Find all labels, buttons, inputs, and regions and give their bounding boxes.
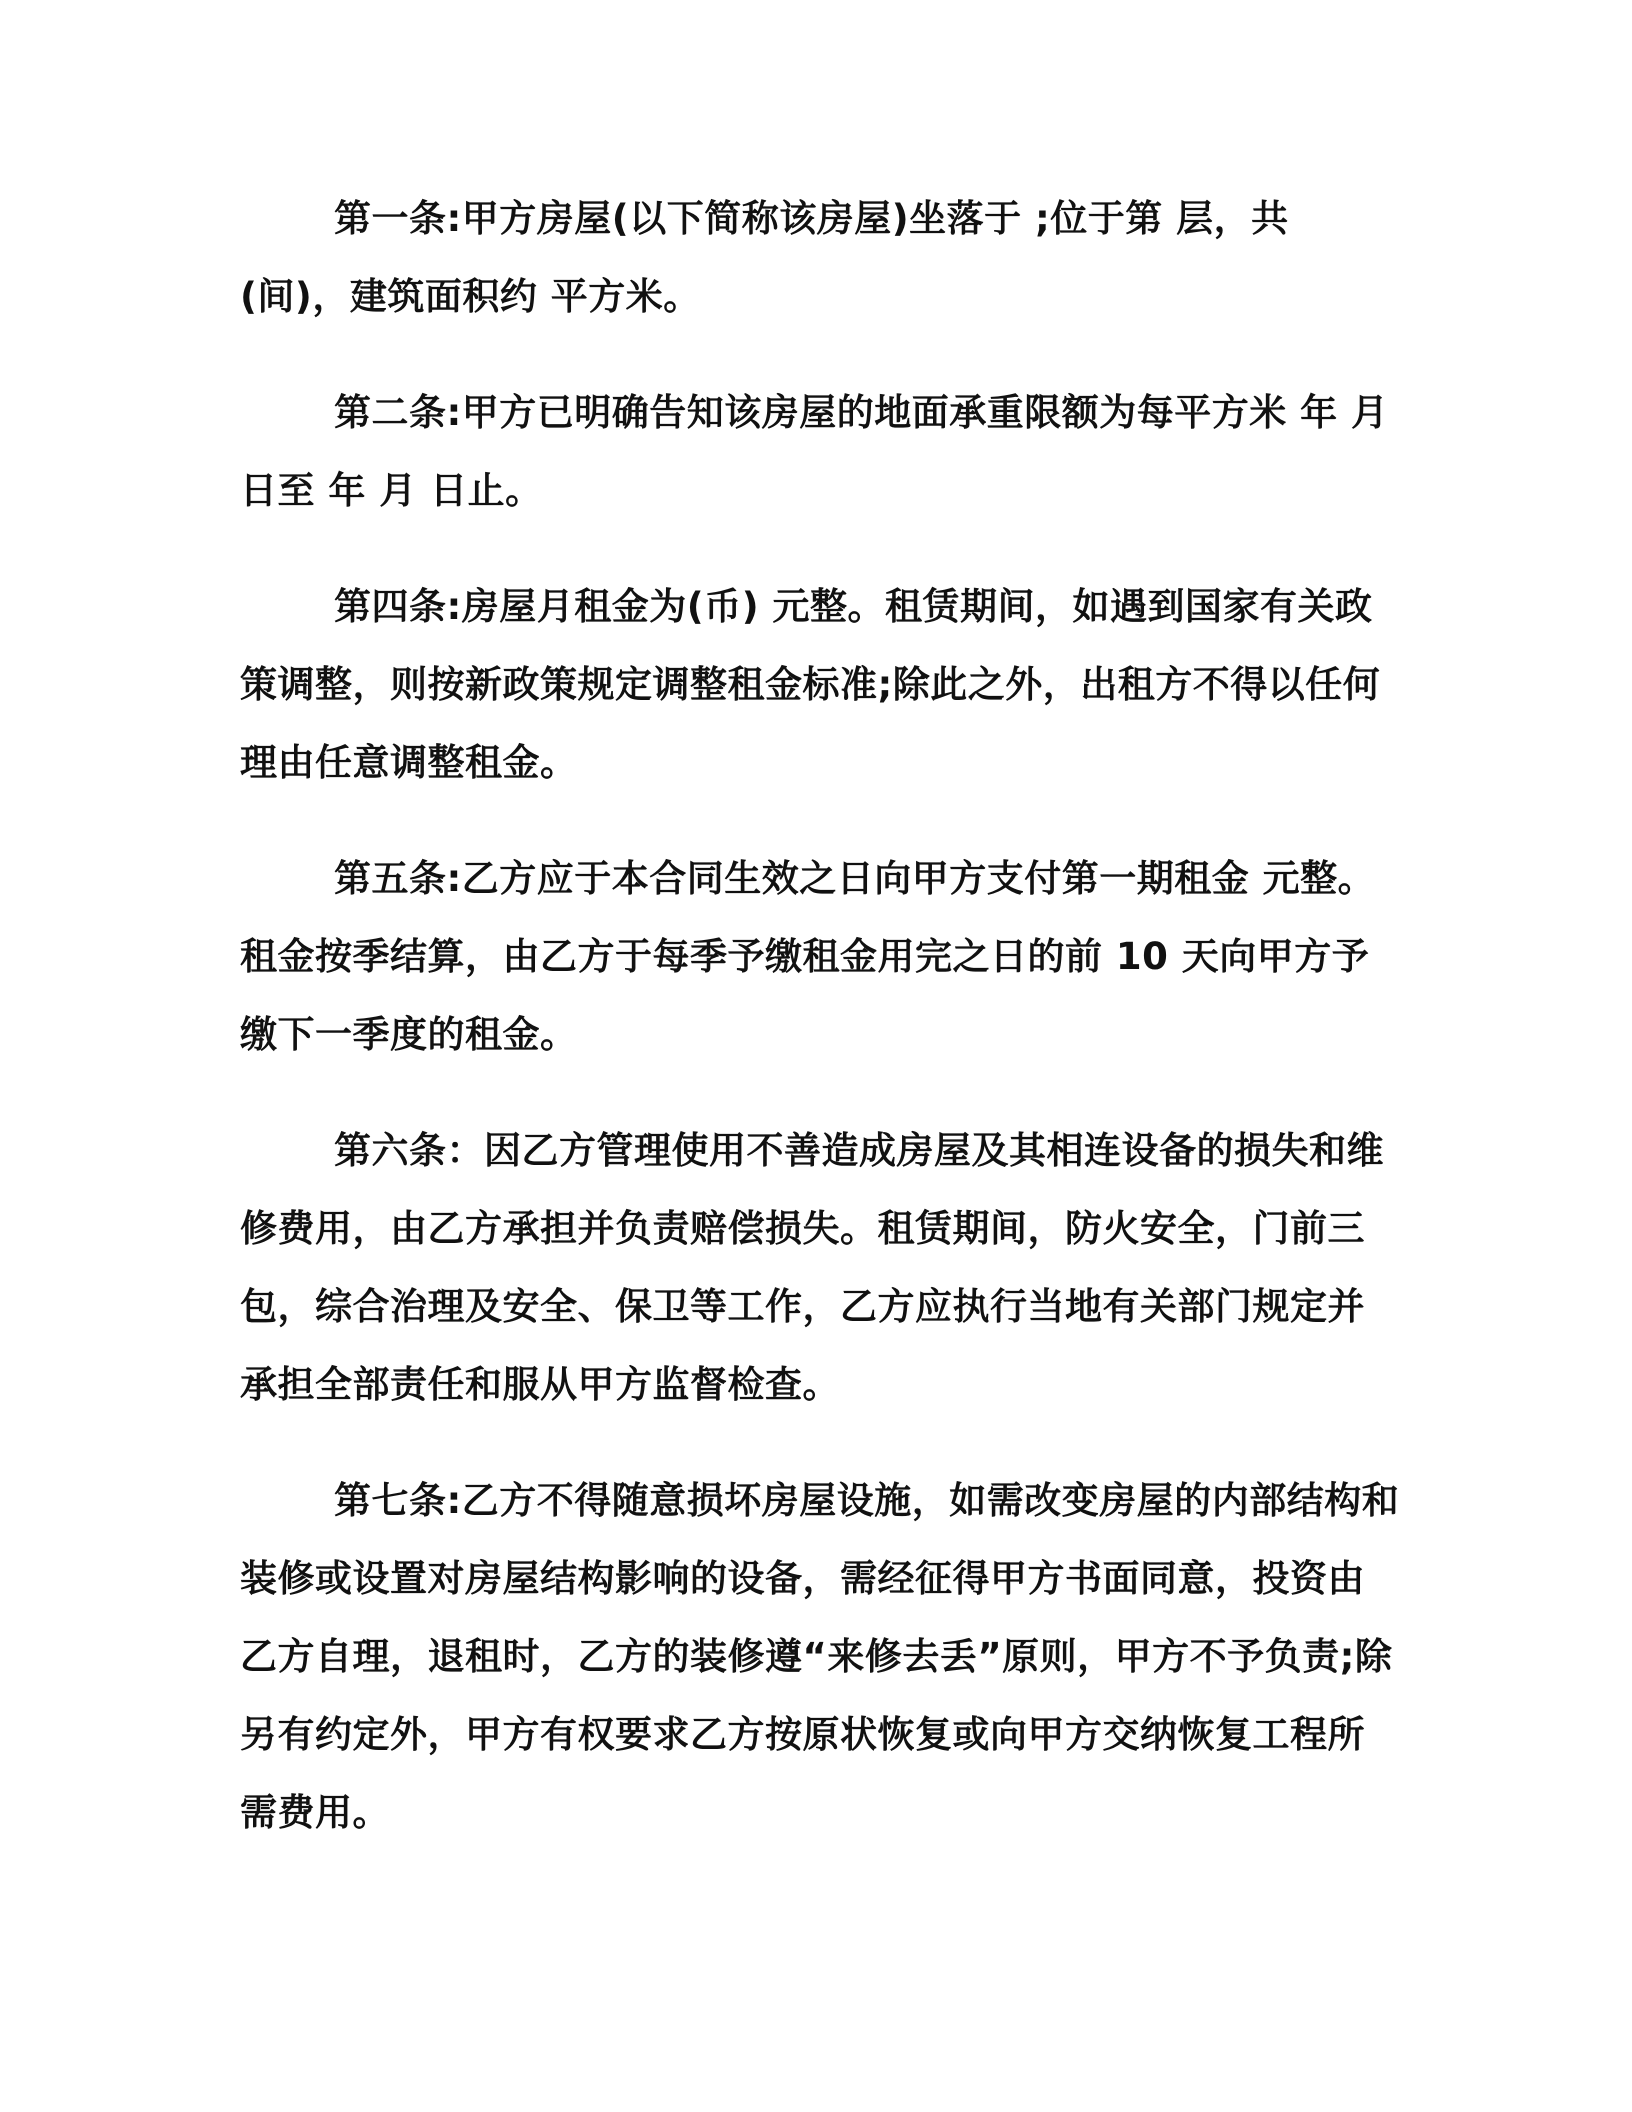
document-body [240,180,1400,1890]
clause-4-paragraph: 第四条:房屋月租金为(币) 元整。租赁期间，如遇到国家有关政策调整，则按新政策规定调整租金标准;除此之外，出租方不得以任何理由任意调整租金。 [240,585,1381,784]
clause-5-paragraph: 第五条:乙方应于本合同生效之日向甲方支付第一期租金 元整。租金按季结算，由乙方于每季予缴租金用完之日的前 10 天向甲方予缴下一季度的租金。 [240,857,1376,1056]
clause-6-paragraph: 第六条：因乙方管理使用不善造成房屋及其相连设备的损失和维修费用，由乙方承担并负责赔偿损失。租赁期间，防火安全，门前三包，综合治理及安全、保卫等工作，乙方应执行当地有关部门规定并承担全部责任和服从甲方监督检查。 [240,1129,1384,1406]
clause-7-paragraph: 第七条:乙方不得随意损坏房屋设施，如需改变房屋的内部结构和装修或设置对房屋结构影响的设备，需经征得甲方书面同意，投资由乙方自理，退租时，乙方的装修遵“来修去丢”原则，甲方不予负责;除另有约定外，甲方有权要求乙方按原状恢复或向甲方交纳恢复工程所需费用。 [240,1479,1400,1834]
clause-2-paragraph: 第二条:甲方已明确告知该房屋的地面承重限额为每平方米 年 月日至 年 月 日止。 [240,391,1389,512]
clause-1-paragraph: 第一条:甲方房屋(以下简称该房屋)坐落于 ;位于第 层，共 (间)，建筑面积约 平方米。 [240,197,1289,318]
